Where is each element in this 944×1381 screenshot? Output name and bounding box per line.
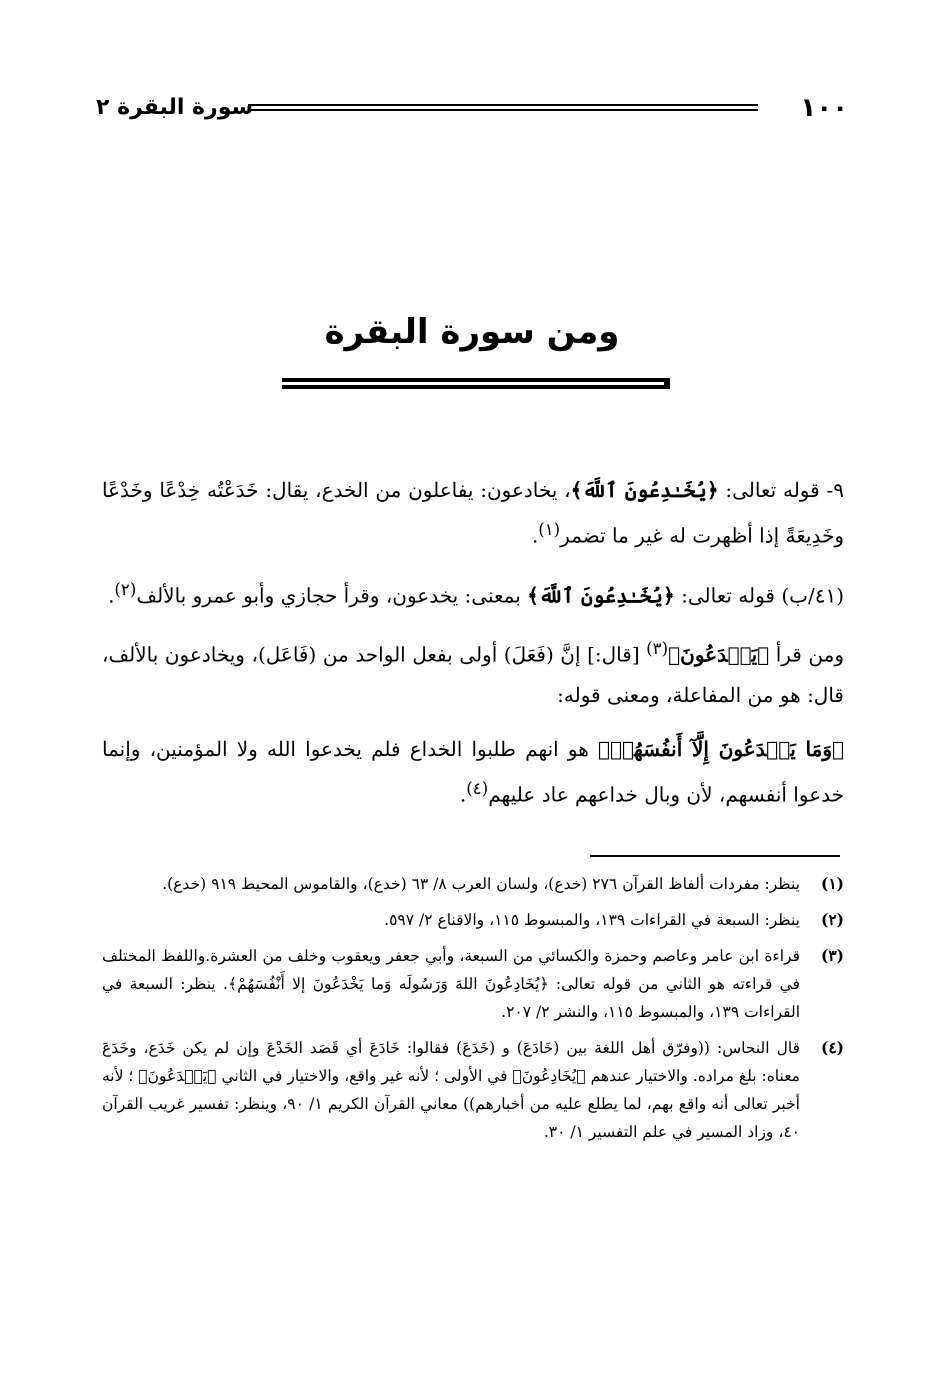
paragraph: (٤١/ب) قوله تعالى: ﴿يُخَـٰدِعُونَ ٱللَّهَ﴾ بمعنى: يخدعون، وقرأ حجازي وأبو عمرو بالألف$^{(٢)}$. [108,579,844,608]
footnote-number: (٢) [820,910,844,929]
chapter-title-underline [276,378,670,394]
running-title: سورة البقرة ٢ [96,95,254,120]
paragraph: ٩- قوله تعالى: ﴿يُخَـٰدِعُونَ ٱللَّهَ﴾، يخادعون: يفاعلون من الخدع، يقال: خَدَعْتُه خِدْعًا وخَدْعًا وخَدِيعَةً إذا أظهرت له غير ما تضمر$^{(١)}$. [102,478,844,548]
footnote [102,906,844,934]
footnote-text: ينظر: السبعة في القراءات ١٣٩، والمبسوط ١١٥، والاقناع ٢/ ٥٩٧. [384,911,800,929]
footnote-ref: (١) [538,520,561,539]
footnote-text: ينظر: مفردات ألفاظ القرآن ٢٧٦ (خدع)، ولسان العرب ٨/ ٦٣ (خدع)، والقاموس المحيط ٩١٩ (خدع). [162,875,800,893]
footnotes [102,870,844,1154]
quran-quote: ﴿وَمَا يَخۡدَعُونَ إِلَّآ أَنفُسَهُمۡ﴾ [597,736,844,761]
footnote-number: (٤) [820,1038,844,1057]
quran-quote: ﴿يُخَـٰدِعُونَ ٱللَّهَ﴾ [527,583,675,608]
paragraph: ﴿وَمَا يَخۡدَعُونَ إِلَّآ أَنفُسَهُمۡ﴾ هو انهم طلبوا الخداع فلم يخدعوا الله ولا المؤمنين، وإنما خدعوا أنفسهم، لأن وبال خداعهم عاد عليهم$^{(٤)}$. [102,736,844,807]
footnote [102,870,844,898]
footnote-number: (٣) [820,946,844,965]
paragraph: ومن قرأ ﴿يَخۡدَعُونَ﴾$^{(٣)}$ [قال:] إنَّ (فَعَلَ) أولى بفعل الواحد من (فَاعَل)، ويخادعون بالألف، قال: هو من المفاعلة، ومعنى قوله: [102,639,844,707]
page-number: ١٠٠ [800,93,848,123]
footnote-separator [590,855,840,857]
quran-quote: ﴿يَخۡدَعُونَ﴾ [668,642,770,667]
chapter-title: ومن سورة البقرة [324,312,620,352]
footnote [102,1034,844,1146]
header-rule [248,104,758,113]
footnote-text: قراءة ابن عامر وعاصم وحمزة والكسائي من السبعة، وأبي جعفر ويعقوب وخلف من العشرة.واللفظ المختلف في قراءته هو الثاني من قوله تعالى: ﴿يُخَادِعُونَ اللهَ وَرَسُولَه وَما يَخْدَعُونَ إلا أَنْفُسَهُمْ﴾. ينظر: السبعة في القراءات ١٣٩، والمبسوط ١١٥، والنشر ٢/ ٢٠٧. [102,947,800,1021]
quran-quote: ﴿يُخَـٰدِعُونَ ٱللَّهَ﴾ [570,478,719,502]
footnote-text: قال النحاس: ((وفرّق أهل اللغة بين (خَادَعَ) و (خَدَعَ) فقالوا: خَادَعَ أي قَصَد الخَدْعَ وإن لم يكن خَدَع، وخَدَعَ معناه: بلغ مراده. والاختيار عندهم ﴿يُخَادِعُونَ﴾ في الأولى ؛ لأنه غير واقع، والاختيار في الثاني ﴿يَخۡدَعُونَ﴾ ؛ لأنه أخبر تعالى أنه واقع بهم، لما يطلع عليه من أخبارهم)) معاني القرآن الكريم ١/ ٩٠، وينظر: تفسير غريب القرآن ٤٠، وزاد المسير في علم التفسير ١/ ٣٠. [102,1039,800,1141]
running-header [96,88,848,128]
footnote [102,942,844,1026]
footnote-number: (١) [820,874,844,893]
main-text [102,470,844,829]
footnote-ref: (٢) [114,579,137,599]
footnote-ref: (٤) [466,778,489,798]
footnote-ref: (٣) [646,639,669,659]
